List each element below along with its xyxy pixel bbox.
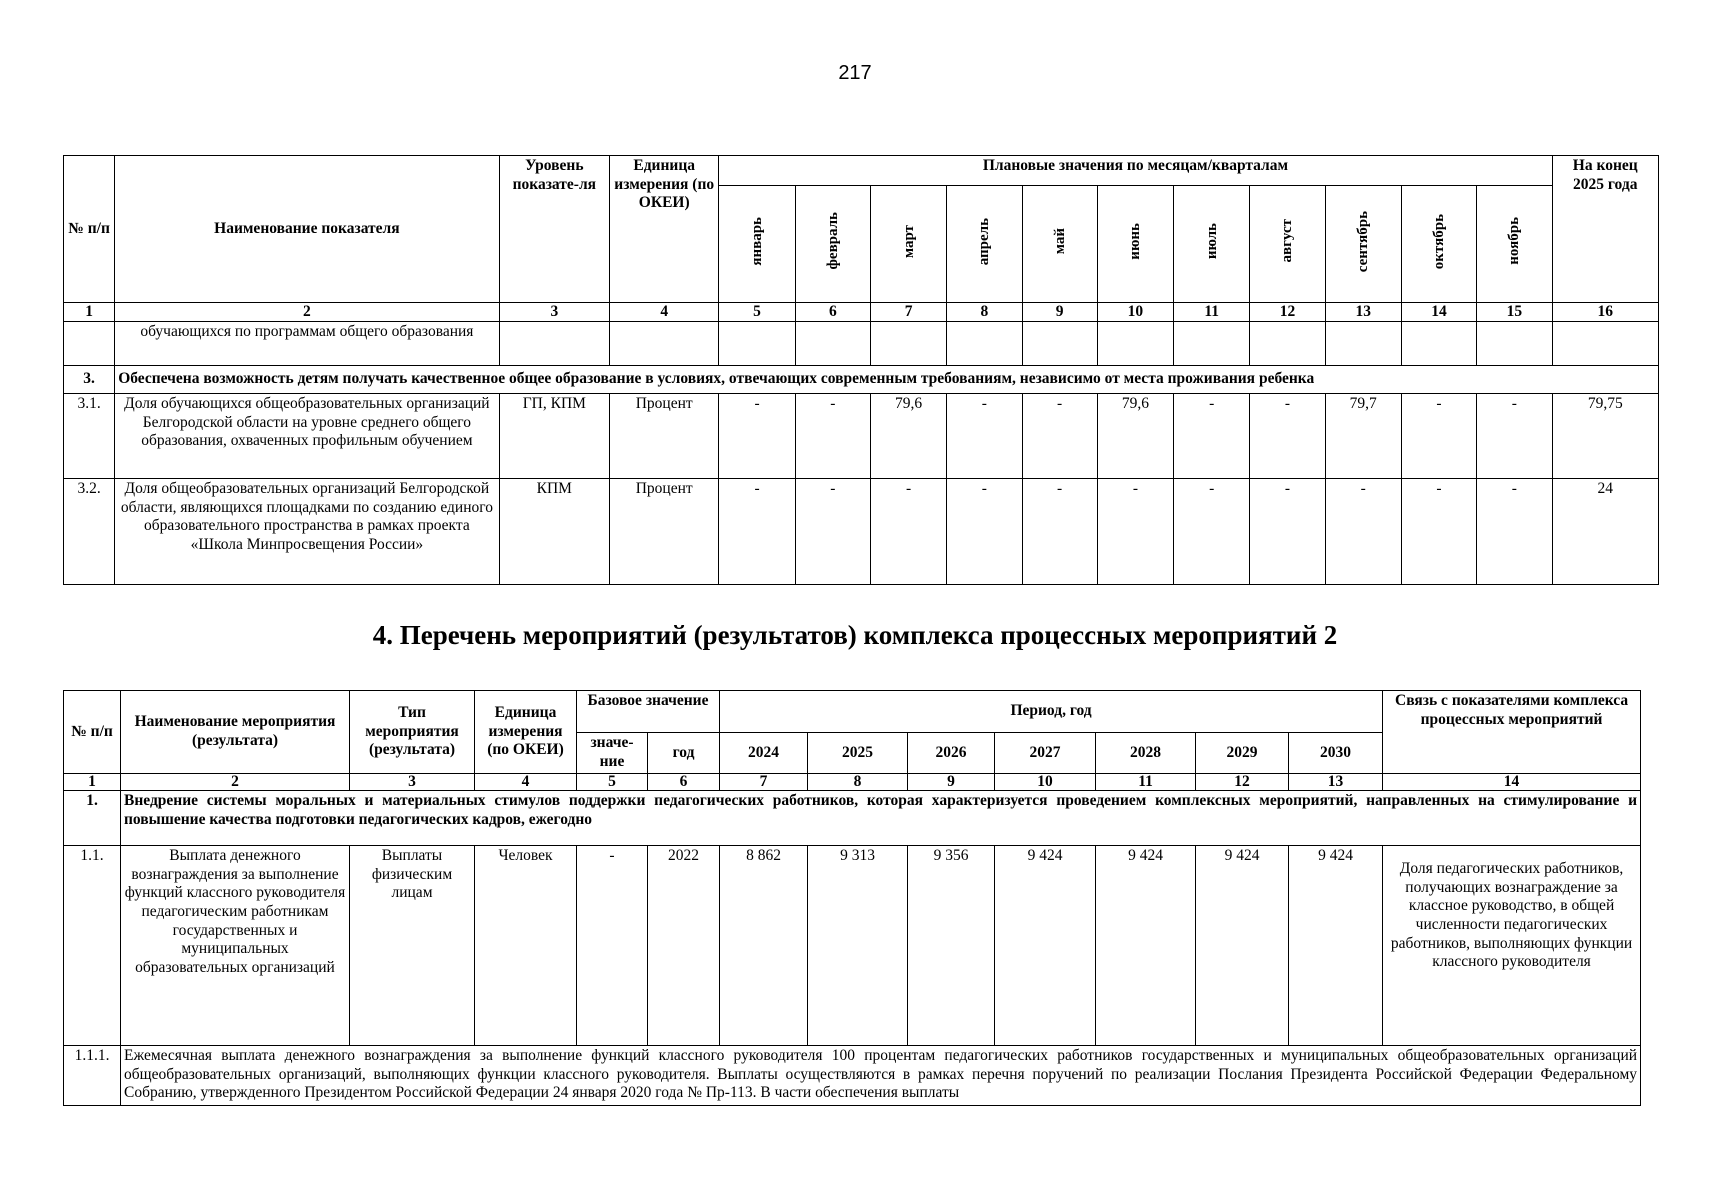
month-value: 79,6 <box>1097 394 1173 479</box>
end-value: 79,75 <box>1552 394 1659 479</box>
measure-unit: Человек <box>475 846 577 1046</box>
header-month <box>719 186 795 303</box>
month-value: - <box>719 394 795 479</box>
month-label: март <box>900 224 917 258</box>
col-number: 4 <box>475 774 577 791</box>
col-number: 10 <box>1097 303 1173 322</box>
col-number: 6 <box>795 303 870 322</box>
col-number: 3 <box>350 774 475 791</box>
measure-name: Выплата денежного вознаграждения за выполнение функций классного руководителя педагогическим работникам государственных и муниципальных образовательных организаций <box>121 846 350 1046</box>
header-unit: Единица измерения (по ОКЕИ) <box>610 156 719 303</box>
indicator-level: КПМ <box>499 479 609 585</box>
month-value: - <box>870 479 946 585</box>
header-month <box>1097 186 1173 303</box>
header-month <box>947 186 1022 303</box>
month-value: - <box>1250 479 1325 585</box>
header-month <box>1174 186 1250 303</box>
cell-empty <box>1552 322 1659 366</box>
col-number: 5 <box>719 303 795 322</box>
indicator-level: ГП, КПМ <box>499 394 609 479</box>
month-value: - <box>1477 479 1552 585</box>
col-number: 5 <box>577 774 648 791</box>
linked-indicator: Доля педагогических работников, получающих вознаграждение за классное руководство, в общей численности педагогических работников, выполняющих функции классного руководителя <box>1383 846 1641 1046</box>
header-unit: Единица измерения (по ОКЕИ) <box>475 691 577 774</box>
indicator-unit: Процент <box>610 479 719 585</box>
col-number: 1 <box>64 774 121 791</box>
continuation-text: обучающихся по программам общего образования <box>115 322 499 366</box>
year-value: 9 356 <box>908 846 995 1046</box>
header-year: 2027 <box>995 733 1096 774</box>
header-month <box>795 186 870 303</box>
measure-type: Выплаты физическим лицам <box>350 846 475 1046</box>
sub-row-no: 1.1.1. <box>64 1046 121 1106</box>
indicator-name: Доля общеобразовательных организаций Белгородской области, являющихся площадками по созданию единого образовательного пространства в рамках проекта «Школа Минпросвещения России» <box>115 479 499 585</box>
cell-empty <box>719 322 795 366</box>
col-number: 13 <box>1325 303 1401 322</box>
col-number: 8 <box>808 774 908 791</box>
section-no: 3. <box>64 366 115 394</box>
header-type: Тип мероприятия (результата) <box>350 691 475 774</box>
header-base-year: год <box>648 733 720 774</box>
col-number: 4 <box>610 303 719 322</box>
cell-empty <box>1022 322 1097 366</box>
cell-empty <box>1401 322 1476 366</box>
header-period: Период, год <box>720 691 1383 733</box>
month-label: сентябрь <box>1355 210 1372 272</box>
col-number: 1 <box>64 303 115 322</box>
month-value: 79,6 <box>870 394 946 479</box>
end-value: 24 <box>1552 479 1659 585</box>
col-number: 12 <box>1250 303 1325 322</box>
month-value: - <box>947 479 1022 585</box>
header-year: 2029 <box>1196 733 1289 774</box>
header-end-2025: На конец 2025 года <box>1552 156 1659 303</box>
cell-empty <box>499 322 609 366</box>
cell-empty <box>1174 322 1250 366</box>
measures-table <box>63 690 1641 1106</box>
header-month <box>1250 186 1325 303</box>
cell-empty <box>1250 322 1325 366</box>
month-value: - <box>1174 479 1250 585</box>
cell-empty <box>870 322 946 366</box>
section-heading: 4. Перечень мероприятий (результатов) комплекса процессных мероприятий 2 <box>372 620 1338 650</box>
sub-row-text: Ежемесячная выплата денежного вознаграждения за выполнение функций классного руководителя 100 процентам педагогических работников государственных и муниципальных общеобразовательных организаций общеобразовательных организаций, выполняющих функции классного руководителя. Выплаты осуществляются в рамках перечня поручений по реализации Послания Президента Российской Федерации Федеральному Собранию, утвержденного Президентом Российской Федерации 24 января 2020 года № Пр-113. В части обеспечения выплаты <box>121 1046 1641 1106</box>
month-label: август <box>1279 219 1296 263</box>
month-value: - <box>795 479 870 585</box>
month-value: - <box>1325 479 1401 585</box>
col-number: 8 <box>947 303 1022 322</box>
header-measure-name: Наименование мероприятия (результата) <box>121 691 350 774</box>
header-month <box>1401 186 1476 303</box>
month-label: февраль <box>824 212 841 270</box>
year-value: 9 313 <box>808 846 908 1046</box>
month-value: 79,7 <box>1325 394 1401 479</box>
indicators-table <box>63 155 1659 585</box>
cell-empty <box>64 322 115 366</box>
col-number: 13 <box>1289 774 1383 791</box>
col-number: 6 <box>648 774 720 791</box>
cell-empty <box>1325 322 1401 366</box>
col-number: 12 <box>1196 774 1289 791</box>
col-number: 14 <box>1383 774 1641 791</box>
year-value: 9 424 <box>1289 846 1383 1046</box>
month-label: ноябрь <box>1506 217 1523 266</box>
col-number: 11 <box>1174 303 1250 322</box>
col-number: 14 <box>1401 303 1476 322</box>
cell-empty <box>947 322 1022 366</box>
cell-empty <box>610 322 719 366</box>
month-value: - <box>1477 394 1552 479</box>
header-indicator-name: Наименование показателя <box>115 156 499 303</box>
month-value: - <box>1174 394 1250 479</box>
month-label: июнь <box>1127 222 1144 260</box>
month-label: январь <box>749 216 766 266</box>
col-number: 10 <box>995 774 1096 791</box>
header-no: № п/п <box>64 691 121 774</box>
header-month <box>1477 186 1552 303</box>
header-year: 2026 <box>908 733 995 774</box>
month-value: - <box>1097 479 1173 585</box>
header-year: 2025 <box>808 733 908 774</box>
section-no: 1. <box>64 791 121 846</box>
base-value: - <box>577 846 648 1046</box>
row-no: 1.1. <box>64 846 121 1046</box>
indicator-name: Доля обучающихся общеобразовательных организаций Белгородской области на уровне среднего общего образования, охваченных профильным обучением <box>115 394 499 479</box>
month-value: - <box>1250 394 1325 479</box>
col-number: 2 <box>121 774 350 791</box>
header-base: Базовое значение <box>577 691 720 733</box>
month-label: июль <box>1203 223 1220 260</box>
year-value: 8 862 <box>720 846 808 1046</box>
month-value: - <box>1022 394 1097 479</box>
year-value: 9 424 <box>995 846 1096 1046</box>
col-number: 11 <box>1096 774 1196 791</box>
col-number: 15 <box>1477 303 1552 322</box>
month-label: октябрь <box>1431 213 1447 269</box>
header-year: 2028 <box>1096 733 1196 774</box>
header-base-value: значе-ние <box>577 733 648 774</box>
row-no: 3.2. <box>64 479 115 585</box>
header-plan: Плановые значения по месяцам/кварталам <box>719 156 1552 186</box>
indicator-unit: Процент <box>610 394 719 479</box>
cell-empty <box>1097 322 1173 366</box>
header-month <box>1022 186 1097 303</box>
month-value: - <box>795 394 870 479</box>
col-number: 9 <box>1022 303 1097 322</box>
header-year: 2024 <box>720 733 808 774</box>
month-label: май <box>1051 228 1068 255</box>
year-value: 9 424 <box>1196 846 1289 1046</box>
col-number: 7 <box>870 303 946 322</box>
cell-empty <box>795 322 870 366</box>
month-value: - <box>1401 394 1476 479</box>
col-number: 9 <box>908 774 995 791</box>
col-number: 3 <box>499 303 609 322</box>
month-value: - <box>1401 479 1476 585</box>
col-number: 16 <box>1552 303 1659 322</box>
header-no: № п/п <box>64 156 115 303</box>
month-value: - <box>1022 479 1097 585</box>
header-month <box>1325 186 1401 303</box>
month-value: - <box>947 394 1022 479</box>
header-month <box>870 186 946 303</box>
section-title: Внедрение системы моральных и материальных стимулов поддержки педагогических работников, которая характеризуется проведением комплексных мероприятий, направленных на стимулирование и повышение качества подготовки педагогических кадров, ежегодно <box>121 791 1641 846</box>
month-label: апрель <box>976 217 993 265</box>
header-link: Связь с показателями комплекса процессных мероприятий <box>1383 691 1641 774</box>
col-number: 2 <box>115 303 499 322</box>
month-value: - <box>719 479 795 585</box>
cell-empty <box>1477 322 1552 366</box>
year-value: 9 424 <box>1096 846 1196 1046</box>
row-no: 3.1. <box>64 394 115 479</box>
col-number: 7 <box>720 774 808 791</box>
header-level: Уровень показате-ля <box>499 156 609 303</box>
header-year: 2030 <box>1289 733 1383 774</box>
page-number: 217 <box>838 62 872 84</box>
section-title: Обеспечена возможность детям получать качественное общее образование в условиях, отвечающих современным требованиям, независимо от места проживания ребенка <box>115 366 1659 394</box>
base-year: 2022 <box>648 846 720 1046</box>
